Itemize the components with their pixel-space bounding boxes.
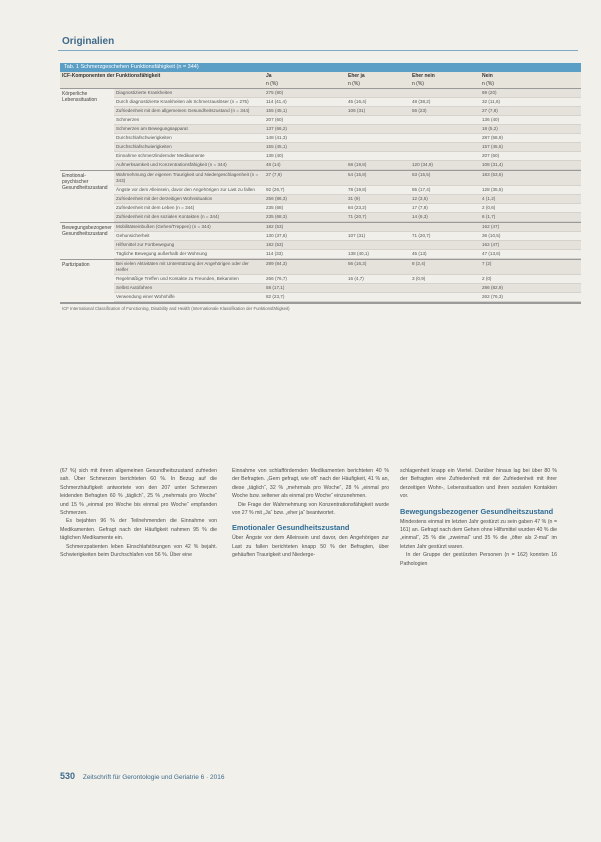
table-cell [410, 223, 480, 232]
table-cell: 138 (40) [264, 152, 346, 161]
section-heading: Bewegungsbezogener Gesundheitszustand [400, 506, 554, 516]
table-row [114, 232, 581, 241]
table-row [114, 284, 581, 293]
header-col-nein: Nein [482, 73, 493, 79]
table-group [60, 260, 581, 303]
table-cell: 148 (41,3) [264, 134, 346, 143]
table-cell [410, 241, 480, 250]
table-cell [410, 125, 480, 134]
table-cell: 78 (19,8) [346, 186, 410, 195]
unit-label: n (%) [348, 81, 360, 87]
table-row [114, 98, 581, 107]
row-label: Gehunsicherheit [114, 232, 264, 241]
table-cell [346, 89, 410, 98]
table-cell [410, 134, 480, 143]
table-cell: 54 (15,8) [346, 171, 410, 186]
table-row [114, 293, 581, 302]
table-cell: 107 (31) [346, 232, 410, 241]
table-row [114, 213, 581, 222]
table-row [114, 195, 581, 204]
table-subheader [60, 80, 581, 89]
table-cell: 183 (53,5) [480, 171, 581, 186]
table-cell: 136 (40) [480, 116, 581, 125]
table-cell: 12 (3,5) [410, 195, 480, 204]
table-cell: 69 (20) [480, 89, 581, 98]
table-cell: 45 (16,4) [346, 98, 410, 107]
table-cell: 108 (31,4) [480, 161, 581, 170]
table-cell [410, 284, 480, 293]
table-cell: 266 (76,7) [264, 275, 346, 284]
row-label: Tägliche Bewegung außerhalb der Wohnung [114, 250, 264, 259]
paragraph: Es bejahten 96 % der Teilnehmenden die Einnahme von Medikamenten. Gefragt nach der Häufigkeit nahmen 95 % die täglichen Medikamente ein. [60, 518, 217, 542]
table-caption: Tab. 1 Schmerzgeschehen Funktionsfähigkeit (n = 344) [60, 63, 581, 72]
table-cell: 3 (0,9) [410, 275, 480, 284]
table-row [114, 89, 581, 98]
table-row [114, 250, 581, 259]
table-row [114, 241, 581, 250]
row-label: Durchschlafschwierigkeiten [114, 143, 264, 152]
table-cell: 137 (66,2) [264, 125, 346, 134]
table-cell: 207 (60) [480, 152, 581, 161]
row-label: Schmerzen [114, 116, 264, 125]
table-row [114, 125, 581, 134]
table-cell: 2 (0,6) [480, 204, 581, 213]
paragraph: Die Frage der Wahrnehmung von Konzentrationsfähigkeit wurde von 27 % mit „Ja“ bzw. „eher ja“ beantwortet. [232, 501, 389, 517]
row-label: Hilfsmittel zur Fortbewegung [114, 241, 264, 250]
table-cell: 256 (86,3) [264, 195, 346, 204]
table-cell: 56 (23) [410, 107, 480, 116]
section-label: Originalien [62, 36, 115, 47]
table-cell: 65 (17,4) [410, 186, 480, 195]
page-number: 530 [60, 771, 76, 781]
table-cell: 286 (82,9) [480, 284, 581, 293]
table-cell [346, 223, 410, 232]
paragraph: (67 %) sich mit ihrem allgemeinen Gesundheitszustand zufrieden sah. Über Schmerzen berichteten 60 %. In Bezug auf die Schmerzhäufigkeit antwortete von den 207 unter Schmerzen leidenden Befragten 60 % „täglich“, 25 % „mehrmals pro Woche“ und 15 % „einmal pro Woche bis einmal pro Woche“ empfanden Schmerzen. [60, 468, 217, 517]
table-cell: 182 (53) [264, 241, 346, 250]
table-row [114, 204, 581, 213]
table-cell [346, 134, 410, 143]
table-cell: 16 (4,7) [346, 275, 410, 284]
header-col-ja: Ja [266, 73, 272, 79]
table-cell: 71 (20,7) [346, 213, 410, 222]
table-cell: 56 (16,3) [346, 260, 410, 275]
row-label: Ängste vor dem Alleinsein, davor den Angehörigen zur Last zu fallen [114, 186, 264, 195]
table-body [60, 89, 581, 303]
table-cell: 14 (6,3) [410, 213, 480, 222]
table-cell [410, 89, 480, 98]
table-cell: 31 (9) [346, 195, 410, 204]
paragraph: Einnahme von schlaffördernden Medikamenten berichteten 40 % der Befragten. „Gern gefragt, wie oft“ nach der Häufigkeit, 41 % an, diese „täglich“, 32 % „mehrmals pro Woche“, 28 % „einmal pro Woche bzw. seltener als einmal pro Woche“ einzunehmen. [232, 468, 389, 500]
results-table [60, 63, 581, 313]
journal-title: Zeitschrift für Gerontologie und Geriatrie 6 · 2016 [82, 774, 225, 781]
header-col-eher-ja: Eher ja [348, 73, 365, 79]
table-cell: 155 (45,1) [264, 107, 346, 116]
table-cell: 262 (76,3) [480, 293, 581, 302]
table-row [114, 223, 581, 232]
row-label: Einnahme schmerzlindernder Medikamente [114, 152, 264, 161]
table-cell: 27 (7,8) [480, 107, 581, 116]
table-cell: 289 (84,3) [264, 260, 346, 275]
table-cell [346, 143, 410, 152]
row-label: Wahrnehmung der eigenen Traurigkeit und Niedergeschlagenheit (n = 343) [114, 171, 264, 186]
table-group [60, 89, 581, 171]
header-col-eher-nein: Eher nein [412, 73, 435, 79]
table-group [60, 223, 581, 260]
group-label: Körperliche Lebenssituation [62, 91, 98, 103]
row-label: Durchschlafschwierigkeiten [114, 134, 264, 143]
table-cell: 58 (17,1) [264, 284, 346, 293]
table-cell [346, 116, 410, 125]
paragraph: schlagenheit knapp ein Viertel. Darüber hinaus lag bei über 80 % der Befragten eine Zufriedenheit mit der Zufriedenheit mit ihrer derzeitigen Wohn-, Lebenssituation und ihren sozialen Kontakten vor. [400, 468, 557, 500]
row-label: Zufriedenheit mit der derzeitigen Wohnsituation [114, 195, 264, 204]
table-cell: 17 (7,8) [410, 204, 480, 213]
table-cell [346, 293, 410, 302]
header-icf-label: ICF-Komponenten der Funktionsfähigkeit [62, 73, 161, 79]
table-cell: 32 (11,6) [480, 98, 581, 107]
table-cell: 182 (53) [264, 223, 346, 232]
page-footer [60, 771, 224, 781]
table-cell: 157 (45,5) [480, 143, 581, 152]
text-column-3 [400, 467, 557, 568]
table-row [114, 143, 581, 152]
table-cell: 68 (19,8) [346, 161, 410, 170]
row-label: Regelmäßige Treffen und Kontakte zu Freunden, Bekannten [114, 275, 264, 284]
row-label: Durch diagnostizierte Krankheiten als Schmerzauslöser (n = 275) [114, 98, 264, 107]
table-cell: 27 (7,9) [264, 171, 346, 186]
group-label: Partizipation [62, 262, 90, 268]
table-cell: 36 (10,5) [480, 232, 581, 241]
table-group [60, 171, 581, 223]
table-cell: 287 (58,9) [480, 134, 581, 143]
unit-label: n (%) [482, 81, 494, 87]
section-heading: Emotionaler Gesundheitszustand [232, 523, 350, 533]
table-cell [346, 241, 410, 250]
table-cell: 45 (13) [410, 250, 480, 259]
header-divider [58, 50, 578, 51]
table-cell: 162 (47) [480, 241, 581, 250]
table-cell: 120 (34,9) [410, 161, 480, 170]
table-cell: 130 (37,8) [264, 232, 346, 241]
table-row [114, 260, 581, 275]
table-cell [410, 152, 480, 161]
table-cell: 4 (1,2) [480, 195, 581, 204]
table-cell: 92 (26,7) [264, 186, 346, 195]
table-cell [410, 143, 480, 152]
row-label: Mobilitätseinbußen (Gehen/Treppen) (n = 344) [114, 223, 264, 232]
table-cell [410, 116, 480, 125]
table-cell: 48 (14) [264, 161, 346, 170]
table-cell: 275 (80) [264, 89, 346, 98]
table-cell: 47 (13,6) [480, 250, 581, 259]
group-label: Bewegungsbezogener Gesundheitszustand [62, 225, 112, 237]
table-row [114, 275, 581, 284]
unit-label: n (%) [412, 81, 424, 87]
row-label: Selbst Autofahren [114, 284, 264, 293]
table-row [114, 171, 581, 186]
text-column-1 [60, 467, 217, 559]
table-footnote: ICF International Classification of Functioning, Disability and Health (Internationale Klassifikation der Funktionsfähigkeit) [60, 303, 581, 313]
table-cell: 6 (1,7) [480, 213, 581, 222]
table-row [114, 152, 581, 161]
table-cell: 207 (60) [264, 116, 346, 125]
table-cell: 8 (2,4) [410, 260, 480, 275]
table-cell: 106 (31) [346, 107, 410, 116]
table-row [114, 134, 581, 143]
table-cell: 235 (68) [264, 204, 346, 213]
table-row [114, 161, 581, 170]
group-label: Emotional-psychischer Gesundheitszustand [62, 173, 108, 191]
table-cell: 162 (47) [480, 223, 581, 232]
row-label: Verwendung einer Wohnhilfe [114, 293, 264, 302]
row-label: Zufriedenheit mit dem allgemeinen Gesundheitszustand (n = 344) [114, 107, 264, 116]
table-cell: 7 (2) [480, 260, 581, 275]
paragraph: Schmerzpatienten leben Einschlafstörungen von 42 % bejaht. Schwierigkeiten beim Durchschlafen von 56 %. Über eine [60, 543, 217, 559]
table-cell [346, 284, 410, 293]
row-label: Aufmerksamkeit und Konzentrationsfähigkeit (n = 344) [114, 161, 264, 170]
paragraph: Über Ängste vor dem Alleinsein und davor, den Angehörigen zur Last zu fallen berichteten knapp 50 % der Befragten, über gehäuften Traurigkeit und Niederge- [232, 535, 389, 559]
table-cell: 114 (33) [264, 250, 346, 259]
table-cell: 2 (0) [480, 275, 581, 284]
table-row [114, 107, 581, 116]
table-cell: 155 (45,1) [264, 143, 346, 152]
paragraph: Mindestens einmal im letzten Jahr gestürzt zu sein gaben 47 % (n = 161) an. Gefragt nach dem Gehen ohne Hilfsmittel wurden 40 % die „einmal“, 25 % die „zweimal“ und 35 % die „öfter als 2-mal“ im letzten Jahr gestürzt waren. [400, 518, 557, 550]
table-cell: 48 (38,2) [410, 98, 480, 107]
table-row [114, 116, 581, 125]
paragraph: In der Gruppe der gestürzten Personen (n = 162) konnten 16 Pathologien [400, 552, 557, 567]
table-cell [346, 125, 410, 134]
table-cell: 84 (23,2) [346, 204, 410, 213]
table-cell: 128 (35,5) [480, 186, 581, 195]
table-cell: 53 (15,5) [410, 171, 480, 186]
unit-label: n (%) [266, 81, 278, 87]
table-cell: 18 (5,2) [480, 125, 581, 134]
row-label: Bei vielen Aktivitäten mit Unterstützung der Angehörigen oder der Helfer [114, 260, 264, 275]
table-cell: 138 (40,1) [346, 250, 410, 259]
table-cell: 235 (68,3) [264, 213, 346, 222]
table-cell [410, 293, 480, 302]
row-label: Schmerzen am Bewegungsapparat [114, 125, 264, 134]
row-label: Zufriedenheit mit den sozialen Kontakten (n = 344) [114, 213, 264, 222]
table-header [60, 72, 581, 80]
text-column-2 [232, 467, 389, 560]
row-label: Diagnostizierte Krankheiten [114, 89, 264, 98]
table-cell [346, 152, 410, 161]
table-cell: 114 (41,4) [264, 98, 346, 107]
table-row [114, 186, 581, 195]
table-cell: 82 (23,7) [264, 293, 346, 302]
table-cell: 71 (20,7) [410, 232, 480, 241]
row-label: Zufriedenheit mit dem Leben (n = 344) [114, 204, 264, 213]
